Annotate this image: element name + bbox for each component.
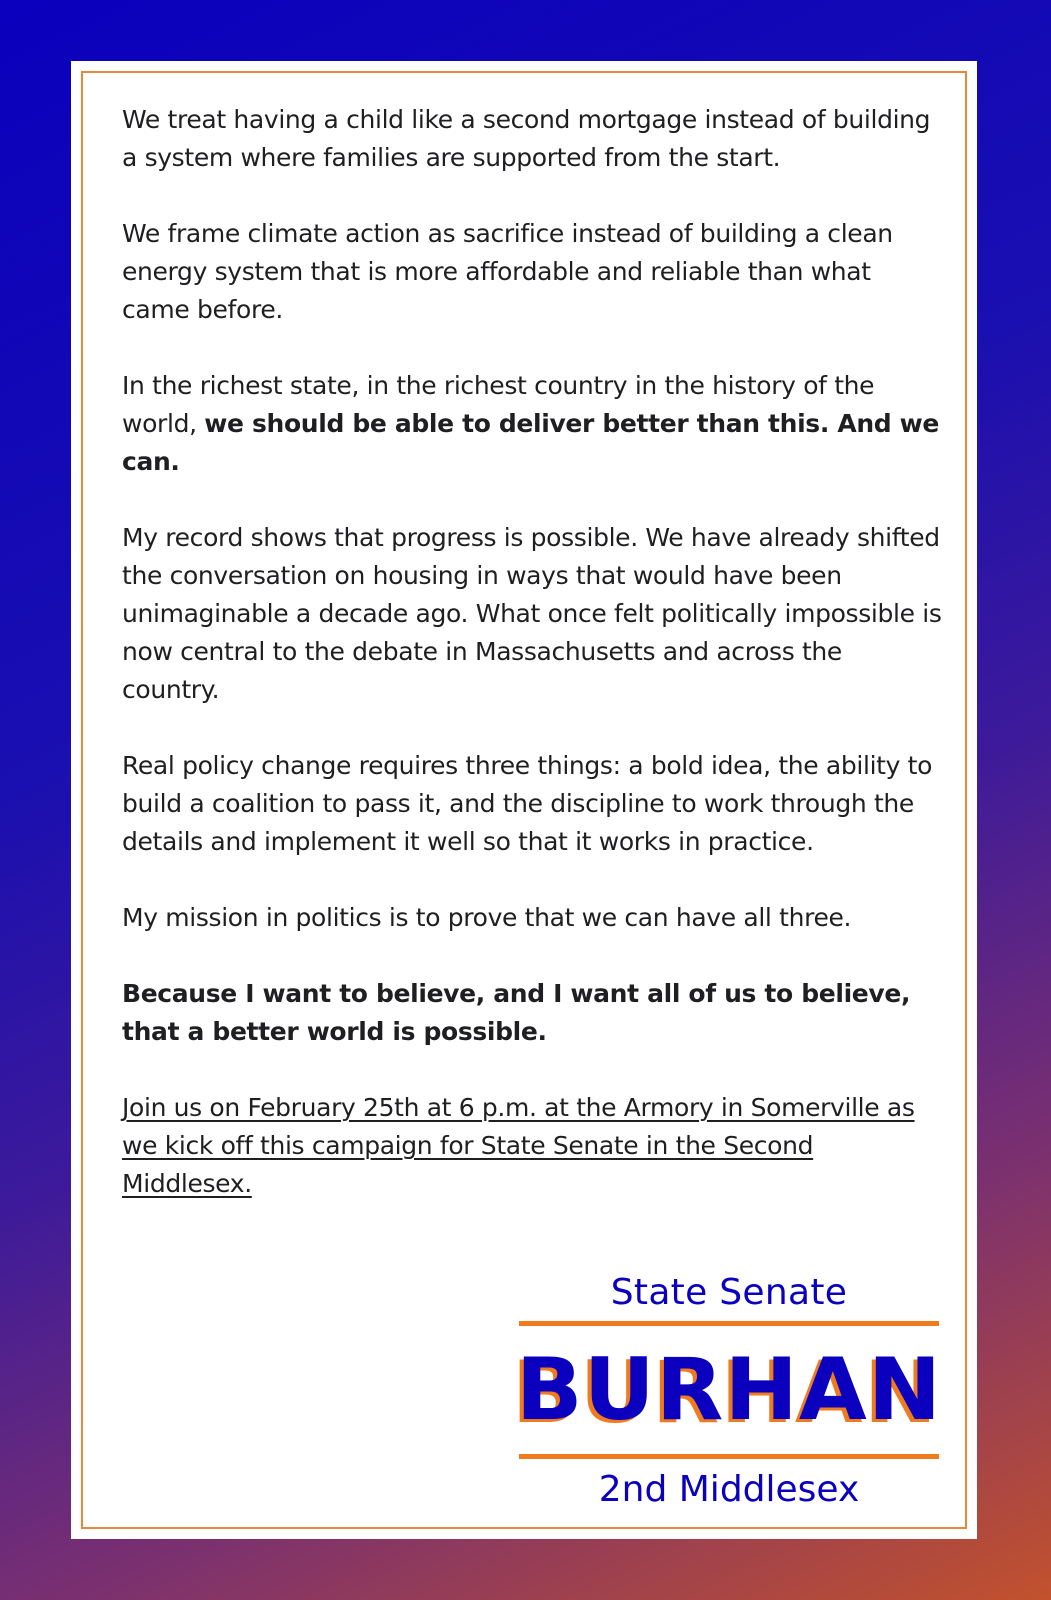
campaign-logo: [515, 1271, 943, 1515]
paragraph-record: My record shows that progress is possible. We have already shifted the conversation on housing in ways that would have been unimaginable a decade ago. What once felt politically impossible is now central to the debate in Massachusetts and across the country.: [122, 523, 942, 704]
logo-office: State Senate: [610, 1272, 848, 1313]
paragraph-family: We treat having a child like a second mortgage instead of building a system where families are supported from the start.: [122, 105, 931, 172]
logo-candidate-name: BURHAN: [515, 1340, 943, 1440]
paragraph-policy-change: Real policy change requires three things: a bold idea, the ability to build a coalition to pass it, and the discipline to work through the details and implement it well so that it works in practice.: [122, 751, 933, 856]
paragraph-mission: My mission in politics is to prove that we can have all three.: [122, 903, 852, 932]
paragraph-believe: [122, 975, 942, 1051]
letter-card: [71, 61, 977, 1539]
logo-district: 2nd Middlesex: [598, 1469, 860, 1510]
paragraph-richest-state-text: In the richest state, in the richest country in the history of the world,: [122, 371, 875, 438]
paragraph-event-invite: [122, 1089, 942, 1203]
paragraph-climate: We frame climate action as sacrifice instead of building a clean energy system that is more affordable and reliable than what came before.: [122, 219, 893, 324]
event-link[interactable]: Join us on February 25th at 6 p.m. at the Armory in Somerville as we kick off this campaign for State Senate in the Second Middlesex.: [122, 1093, 915, 1198]
paragraph-believe-bold: Because I want to believe, and I want all of us to believe, that a better world is possible.: [122, 979, 911, 1046]
logo-bottom-rule: [519, 1454, 939, 1459]
paragraph-richest-state: [122, 367, 942, 481]
letter-body: [122, 101, 942, 1241]
logo-top-rule: [519, 1321, 939, 1326]
paragraph-richest-state-emphasis: we should be able to deliver better than this. And we can.: [122, 409, 940, 476]
